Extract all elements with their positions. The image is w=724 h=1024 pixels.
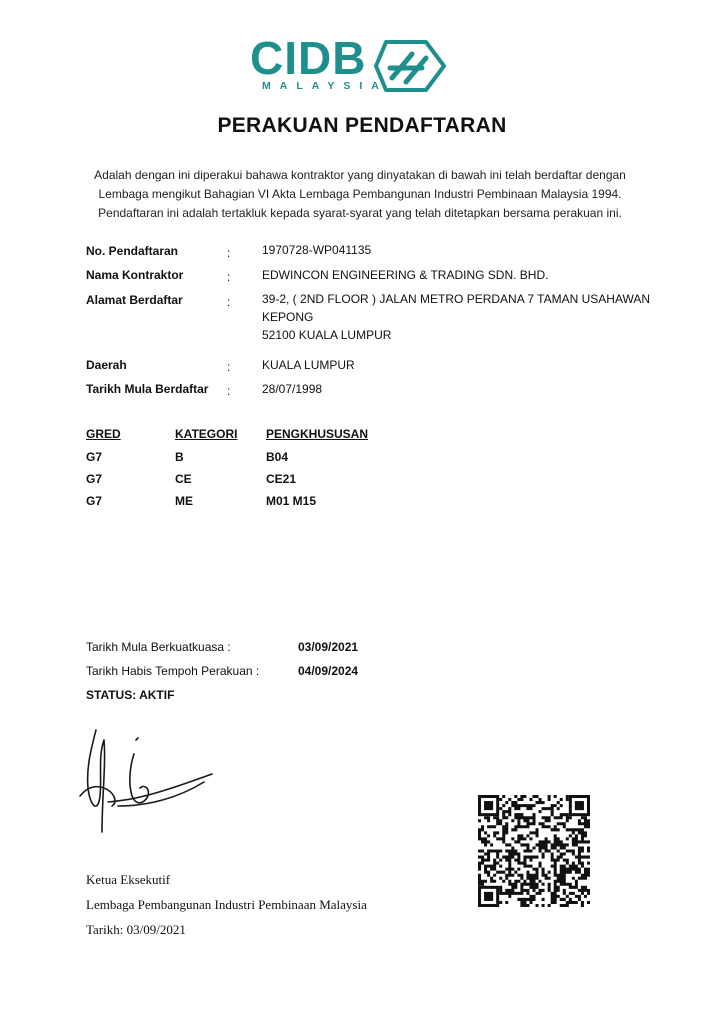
field-colon: : [227,295,231,309]
signature-icon [78,726,218,842]
validity-end-value: 04/09/2024 [298,664,359,678]
table-cell-kategori: ME [175,494,193,508]
field-value-no-pendaftaran: 1970728-WP041135 [262,243,372,257]
table-cell-gred: G7 [86,494,103,508]
field-label-nama-kontraktor: Nama Kontraktor [86,268,184,282]
table-header-kategori: KATEGORI [175,427,238,441]
table-header-gred: GRED [86,427,121,441]
table-cell-gred: G7 [86,472,103,486]
page-title: PERAKUAN PENDAFTARAN [217,114,507,137]
field-colon: : [227,270,231,284]
table-cell-pengkhususan: B04 [266,450,289,464]
signatory-organisation: Lembaga Pembangunan Industri Pembinaan Malaysia [86,897,367,912]
field-value-nama-kontraktor: EDWINCON ENGINEERING & TRADING SDN. BHD. [262,268,549,282]
validity-start-label: Tarikh Mula Berkuatkuasa : [86,640,231,654]
status-badge: STATUS: AKTIF [86,688,175,702]
table-header-pengkhususan: PENGKHUSUSAN [266,427,369,441]
logo-subtitle: MALAYSIA [262,80,388,92]
validity-start-value: 03/09/2021 [298,640,359,654]
signatory-date: Tarikh: 03/09/2021 [86,922,186,937]
field-colon: : [227,360,231,374]
validity-end-label: Tarikh Habis Tempoh Perakuan : [86,664,260,678]
field-value-alamat-line3: 52100 KUALA LUMPUR [262,328,392,342]
table-cell-gred: G7 [86,450,103,464]
field-label-no-pendaftaran: No. Pendaftaran [86,244,179,258]
table-cell-pengkhususan: M01 M15 [266,494,317,508]
field-label-daerah: Daerah [86,358,127,372]
signatory-position: Ketua Eksekutif [86,872,171,887]
logo-text: CIDB [250,32,367,84]
table-cell-kategori: B [175,450,184,464]
intro-paragraph [60,166,660,223]
field-value-daerah: KUALA LUMPUR [262,358,355,372]
cidb-logo-icon [372,38,448,94]
intro-line: Pendaftaran ini adalah tertakluk kepada syarat-syarat yang telah ditetapkan bersama perakuan ini. [98,206,622,220]
intro-line: Adalah dengan ini diperakui bahawa kontraktor yang dinyatakan di bawah ini telah berdaftar dengan [94,168,626,182]
field-label-tarikh-mula-berdaftar: Tarikh Mula Berdaftar [86,382,209,396]
field-label-alamat-berdaftar: Alamat Berdaftar [86,293,183,307]
table-cell-pengkhususan: CE21 [266,472,297,486]
field-value-tarikh-mula-berdaftar: 28/07/1998 [262,382,323,396]
field-colon: : [227,384,231,398]
table-cell-kategori: CE [175,472,192,486]
intro-line: Lembaga mengikut Bahagian VI Akta Lembaga Pembangunan Industri Pembinaan Malaysia 1994. [98,187,622,201]
qr-code-icon [478,795,590,907]
field-value-alamat-line2: KEPONG [262,310,314,324]
field-colon: : [227,246,231,260]
field-value-alamat-line1: 39-2, ( 2ND FLOOR ) JALAN METRO PERDANA 7 TAMAN USAHAWAN [262,292,651,306]
